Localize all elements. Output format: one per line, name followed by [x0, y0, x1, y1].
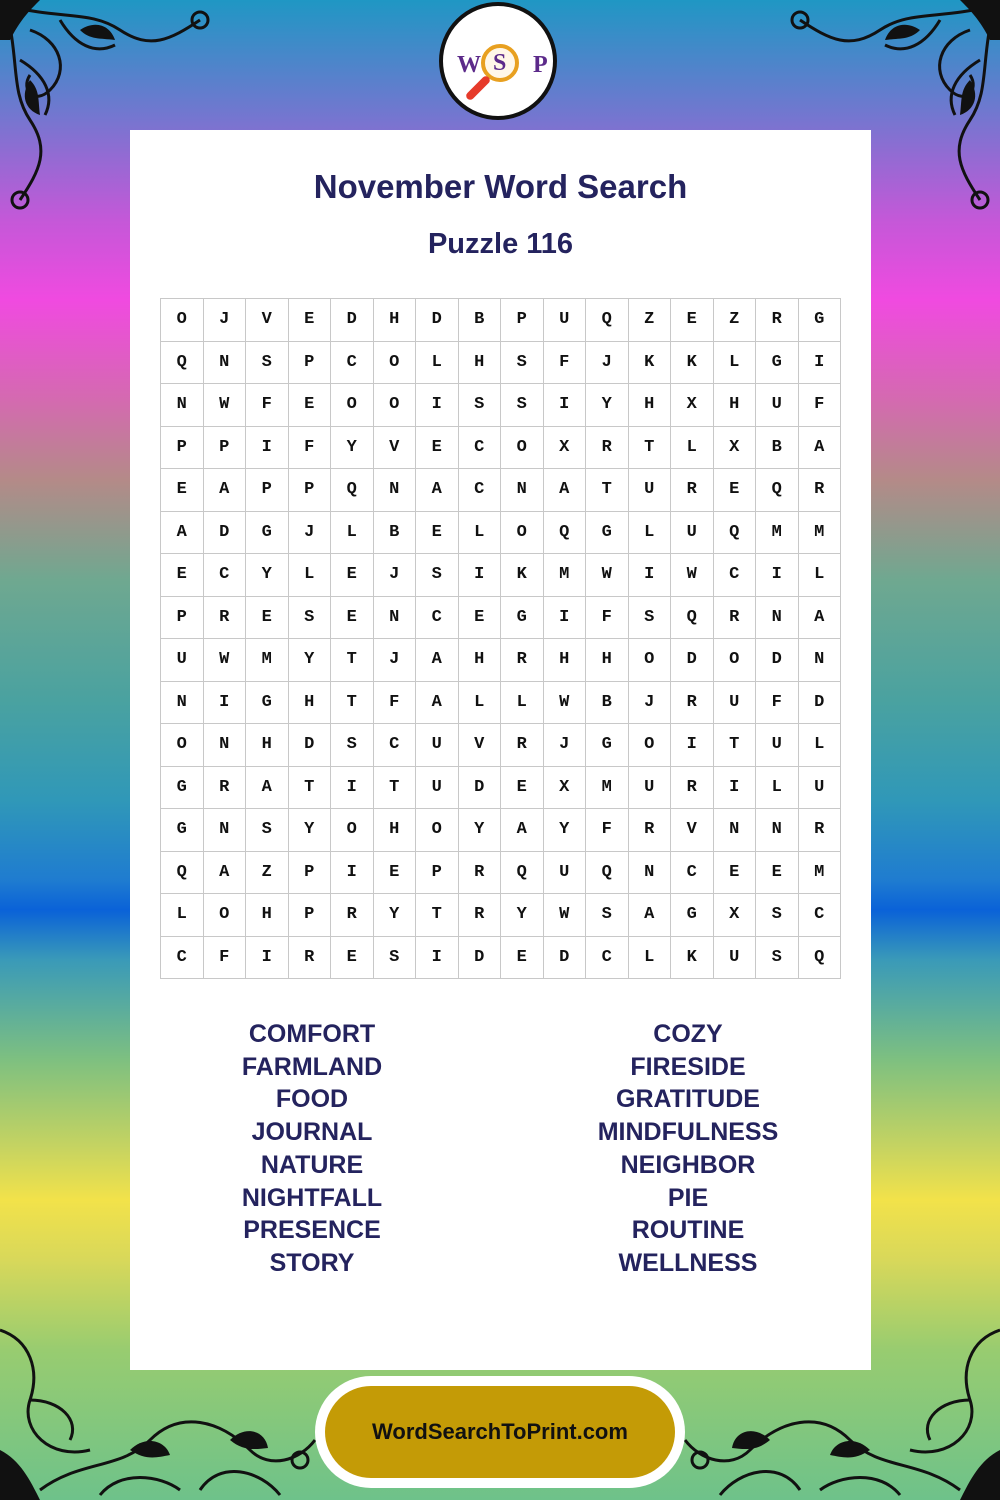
grid-cell: I [331, 852, 374, 895]
grid-cell: G [586, 724, 629, 767]
grid-cell: R [799, 809, 842, 852]
grid-cell: U [544, 299, 587, 342]
grid-cell: R [714, 597, 757, 640]
grid-cell: W [586, 554, 629, 597]
grid-cell: G [671, 894, 714, 937]
grid-cell: E [501, 937, 544, 980]
grid-cell: I [416, 937, 459, 980]
grid-cell: C [374, 724, 417, 767]
grid-cell: A [161, 512, 204, 555]
grid-cell: Y [501, 894, 544, 937]
word-list-right [538, 1018, 838, 1280]
grid-cell: I [459, 554, 502, 597]
grid-cell: C [161, 937, 204, 980]
grid-cell: M [756, 512, 799, 555]
grid-cell: F [544, 342, 587, 385]
grid-cell: B [459, 299, 502, 342]
grid-cell: O [204, 894, 247, 937]
grid-cell: U [629, 469, 672, 512]
grid-cell: Q [756, 469, 799, 512]
grid-cell: Q [586, 852, 629, 895]
grid-cell: O [714, 639, 757, 682]
grid-cell: E [246, 597, 289, 640]
word-list-item: MINDFULNESS [597, 1118, 779, 1147]
word-list-left [162, 1018, 462, 1280]
grid-cell: Q [161, 342, 204, 385]
grid-cell: E [374, 852, 417, 895]
grid-cell: D [289, 724, 332, 767]
grid-cell: G [756, 342, 799, 385]
grid-cell: L [331, 512, 374, 555]
grid-cell: Q [161, 852, 204, 895]
grid-cell: I [671, 724, 714, 767]
grid-cell: H [459, 342, 502, 385]
grid-cell: Y [289, 639, 332, 682]
grid-cell: T [289, 767, 332, 810]
grid-cell: A [799, 427, 842, 470]
grid-cell: O [501, 512, 544, 555]
grid-cell: M [246, 639, 289, 682]
grid-cell: E [416, 427, 459, 470]
grid-cell: I [714, 767, 757, 810]
grid-cell: A [246, 767, 289, 810]
grid-cell: R [756, 299, 799, 342]
grid-cell: N [161, 682, 204, 725]
grid-cell: U [544, 852, 587, 895]
grid-cell: E [756, 852, 799, 895]
grid-cell: N [501, 469, 544, 512]
grid-cell: P [416, 852, 459, 895]
grid-cell: I [756, 554, 799, 597]
grid-cell: L [629, 937, 672, 980]
grid-cell: I [799, 342, 842, 385]
grid-cell: E [671, 299, 714, 342]
grid-cell: V [374, 427, 417, 470]
grid-cell: R [501, 639, 544, 682]
grid-cell: O [374, 342, 417, 385]
grid-cell: Q [544, 512, 587, 555]
grid-cell: H [289, 682, 332, 725]
grid-cell: Z [629, 299, 672, 342]
grid-cell: S [289, 597, 332, 640]
grid-cell: N [204, 342, 247, 385]
grid-cell: N [374, 597, 417, 640]
word-list-item: FOOD [275, 1085, 349, 1114]
word-list-item: JOURNAL [251, 1118, 373, 1147]
word-list-item: NIGHTFALL [241, 1183, 383, 1212]
grid-cell: E [501, 767, 544, 810]
grid-cell: Y [374, 894, 417, 937]
grid-cell: E [331, 937, 374, 980]
grid-cell: R [331, 894, 374, 937]
grid-cell: P [161, 427, 204, 470]
grid-cell: I [246, 937, 289, 980]
grid-cell: A [629, 894, 672, 937]
grid-cell: C [204, 554, 247, 597]
grid-cell: E [161, 469, 204, 512]
grid-cell: G [161, 767, 204, 810]
grid-cell: P [246, 469, 289, 512]
logo-letter-s: S [493, 50, 507, 76]
grid-cell: N [756, 597, 799, 640]
grid-cell: P [501, 299, 544, 342]
grid-cell: N [374, 469, 417, 512]
grid-cell: S [459, 384, 502, 427]
grid-cell: Q [501, 852, 544, 895]
grid-cell: J [374, 554, 417, 597]
grid-cell: F [204, 937, 247, 980]
grid-cell: T [586, 469, 629, 512]
grid-cell: U [714, 682, 757, 725]
grid-cell: R [204, 597, 247, 640]
grid-cell: R [671, 469, 714, 512]
grid-cell: A [501, 809, 544, 852]
grid-cell: X [714, 427, 757, 470]
grid-cell: W [204, 384, 247, 427]
grid-cell: L [161, 894, 204, 937]
grid-cell: L [289, 554, 332, 597]
grid-cell: G [501, 597, 544, 640]
grid-cell: O [161, 299, 204, 342]
grid-cell: D [544, 937, 587, 980]
grid-cell: O [501, 427, 544, 470]
grid-cell: N [161, 384, 204, 427]
grid-cell: I [544, 384, 587, 427]
grid-cell: Q [799, 937, 842, 980]
grid-cell: O [331, 809, 374, 852]
grid-cell: E [416, 512, 459, 555]
grid-cell: H [629, 384, 672, 427]
grid-cell: S [246, 342, 289, 385]
grid-cell: R [204, 767, 247, 810]
grid-cell: S [586, 894, 629, 937]
grid-cell: V [671, 809, 714, 852]
grid-cell: I [629, 554, 672, 597]
grid-cell: G [246, 512, 289, 555]
grid-cell: S [501, 342, 544, 385]
grid-cell: L [799, 554, 842, 597]
grid-cell: X [671, 384, 714, 427]
grid-cell: S [629, 597, 672, 640]
grid-cell: R [501, 724, 544, 767]
grid-cell: E [714, 469, 757, 512]
grid-cell: T [416, 894, 459, 937]
grid-cell: C [586, 937, 629, 980]
grid-cell: J [544, 724, 587, 767]
word-list-item: COZY [653, 1020, 723, 1048]
grid-cell: L [459, 682, 502, 725]
grid-cell: J [629, 682, 672, 725]
word-list-item: GRATITUDE [616, 1085, 760, 1114]
grid-cell: H [544, 639, 587, 682]
grid-cell: L [714, 342, 757, 385]
grid-cell: D [671, 639, 714, 682]
grid-cell: U [671, 512, 714, 555]
grid-cell: C [714, 554, 757, 597]
grid-cell: D [756, 639, 799, 682]
grid-cell: M [544, 554, 587, 597]
grid-cell: F [374, 682, 417, 725]
word-list-item: STORY [269, 1248, 355, 1277]
grid-cell: F [246, 384, 289, 427]
grid-cell: T [374, 767, 417, 810]
grid-cell: U [416, 767, 459, 810]
letter-grid [160, 298, 841, 979]
grid-cell: H [459, 639, 502, 682]
word-list-item: FIRESIDE [630, 1052, 746, 1081]
grid-cell: G [161, 809, 204, 852]
grid-cell: E [289, 384, 332, 427]
grid-cell: D [459, 767, 502, 810]
grid-cell: N [629, 852, 672, 895]
grid-cell: D [416, 299, 459, 342]
page-title: November Word Search [313, 168, 688, 205]
grid-cell: U [416, 724, 459, 767]
grid-cell: W [671, 554, 714, 597]
word-list-item: WELLNESS [618, 1248, 758, 1277]
grid-cell: Z [714, 299, 757, 342]
grid-cell: E [331, 554, 374, 597]
word-list-item: PRESENCE [243, 1216, 381, 1245]
grid-cell: M [799, 852, 842, 895]
grid-cell: U [714, 937, 757, 980]
grid-cell: E [289, 299, 332, 342]
grid-cell: I [204, 682, 247, 725]
grid-cell: T [331, 639, 374, 682]
grid-cell: K [629, 342, 672, 385]
grid-cell: B [374, 512, 417, 555]
grid-cell: K [671, 937, 714, 980]
grid-cell: R [799, 469, 842, 512]
grid-cell: C [459, 427, 502, 470]
grid-cell: O [416, 809, 459, 852]
grid-cell: A [204, 852, 247, 895]
grid-cell: I [416, 384, 459, 427]
word-list-item: ROUTINE [631, 1216, 745, 1245]
grid-cell: L [501, 682, 544, 725]
grid-cell: B [586, 682, 629, 725]
grid-cell: Y [331, 427, 374, 470]
grid-cell: C [331, 342, 374, 385]
grid-cell: R [671, 767, 714, 810]
grid-cell: V [246, 299, 289, 342]
grid-cell: N [756, 809, 799, 852]
grid-cell: H [246, 724, 289, 767]
grid-cell: D [799, 682, 842, 725]
grid-cell: A [204, 469, 247, 512]
logo-letter-w: W [457, 52, 481, 78]
grid-cell: S [756, 894, 799, 937]
grid-cell: L [799, 724, 842, 767]
grid-cell: W [544, 682, 587, 725]
grid-cell: D [459, 937, 502, 980]
grid-cell: R [459, 852, 502, 895]
grid-cell: U [799, 767, 842, 810]
grid-cell: S [416, 554, 459, 597]
wsp-logo [439, 2, 557, 120]
grid-cell: P [204, 427, 247, 470]
grid-cell: F [586, 597, 629, 640]
grid-cell: F [799, 384, 842, 427]
grid-cell: H [374, 299, 417, 342]
puzzle-number: Puzzle 116 [427, 228, 574, 260]
grid-cell: R [629, 809, 672, 852]
grid-cell: D [204, 512, 247, 555]
grid-cell: W [544, 894, 587, 937]
grid-cell: E [459, 597, 502, 640]
grid-cell: H [586, 639, 629, 682]
grid-cell: R [459, 894, 502, 937]
grid-cell: M [586, 767, 629, 810]
grid-cell: F [756, 682, 799, 725]
grid-cell: O [629, 639, 672, 682]
grid-cell: Q [331, 469, 374, 512]
grid-cell: C [416, 597, 459, 640]
grid-cell: Q [671, 597, 714, 640]
grid-cell: H [246, 894, 289, 937]
grid-cell: Y [459, 809, 502, 852]
grid-cell: C [671, 852, 714, 895]
grid-cell: N [204, 809, 247, 852]
grid-cell: X [544, 767, 587, 810]
grid-cell: E [331, 597, 374, 640]
grid-cell: A [544, 469, 587, 512]
word-list-item: NATURE [260, 1150, 364, 1179]
grid-cell: P [289, 894, 332, 937]
grid-cell: V [459, 724, 502, 767]
grid-cell: T [331, 682, 374, 725]
grid-cell: Y [586, 384, 629, 427]
grid-cell: J [204, 299, 247, 342]
grid-cell: Z [246, 852, 289, 895]
grid-cell: P [289, 469, 332, 512]
grid-cell: O [331, 384, 374, 427]
grid-cell: H [714, 384, 757, 427]
puzzle-card [130, 130, 871, 1370]
site-link-button[interactable]: WordSearchToPrint.com [325, 1386, 675, 1478]
grid-cell: S [246, 809, 289, 852]
grid-cell: X [544, 427, 587, 470]
grid-cell: S [756, 937, 799, 980]
grid-cell: S [331, 724, 374, 767]
grid-cell: I [246, 427, 289, 470]
grid-cell: Y [246, 554, 289, 597]
grid-cell: R [289, 937, 332, 980]
logo-letter-p: P [533, 52, 548, 78]
word-list-item: COMFORT [248, 1020, 376, 1048]
grid-cell: R [586, 427, 629, 470]
grid-cell: A [799, 597, 842, 640]
grid-cell: S [501, 384, 544, 427]
grid-cell: N [799, 639, 842, 682]
grid-cell: Q [586, 299, 629, 342]
grid-cell: K [671, 342, 714, 385]
grid-cell: O [161, 724, 204, 767]
grid-cell: M [799, 512, 842, 555]
grid-cell: W [204, 639, 247, 682]
grid-cell: I [544, 597, 587, 640]
grid-cell: O [374, 384, 417, 427]
grid-cell: H [374, 809, 417, 852]
grid-cell: N [714, 809, 757, 852]
grid-cell: U [756, 724, 799, 767]
grid-cell: L [416, 342, 459, 385]
grid-cell: B [756, 427, 799, 470]
grid-cell: G [586, 512, 629, 555]
grid-cell: U [161, 639, 204, 682]
grid-cell: F [289, 427, 332, 470]
grid-cell: L [756, 767, 799, 810]
grid-cell: A [416, 469, 459, 512]
grid-cell: L [459, 512, 502, 555]
grid-cell: K [501, 554, 544, 597]
grid-cell: T [714, 724, 757, 767]
grid-cell: S [374, 937, 417, 980]
grid-cell: X [714, 894, 757, 937]
grid-cell: C [459, 469, 502, 512]
grid-cell: L [671, 427, 714, 470]
grid-cell: E [714, 852, 757, 895]
grid-cell: G [246, 682, 289, 725]
grid-cell: I [331, 767, 374, 810]
word-list-item: FARMLAND [241, 1052, 383, 1081]
grid-cell: A [416, 682, 459, 725]
grid-cell: Y [544, 809, 587, 852]
grid-cell: U [629, 767, 672, 810]
grid-cell: R [671, 682, 714, 725]
grid-cell: D [331, 299, 374, 342]
grid-cell: U [756, 384, 799, 427]
grid-cell: C [799, 894, 842, 937]
grid-cell: Q [714, 512, 757, 555]
grid-cell: P [161, 597, 204, 640]
grid-cell: J [586, 342, 629, 385]
grid-cell: J [374, 639, 417, 682]
grid-cell: N [204, 724, 247, 767]
grid-cell: O [629, 724, 672, 767]
grid-cell: F [586, 809, 629, 852]
grid-cell: Y [289, 809, 332, 852]
grid-cell: E [161, 554, 204, 597]
grid-cell: J [289, 512, 332, 555]
grid-cell: L [629, 512, 672, 555]
grid-cell: P [289, 852, 332, 895]
grid-cell: G [799, 299, 842, 342]
word-list-item: PIE [667, 1183, 709, 1212]
grid-cell: A [416, 639, 459, 682]
grid-cell: T [629, 427, 672, 470]
word-list-item: NEIGHBOR [620, 1150, 756, 1179]
grid-cell: P [289, 342, 332, 385]
